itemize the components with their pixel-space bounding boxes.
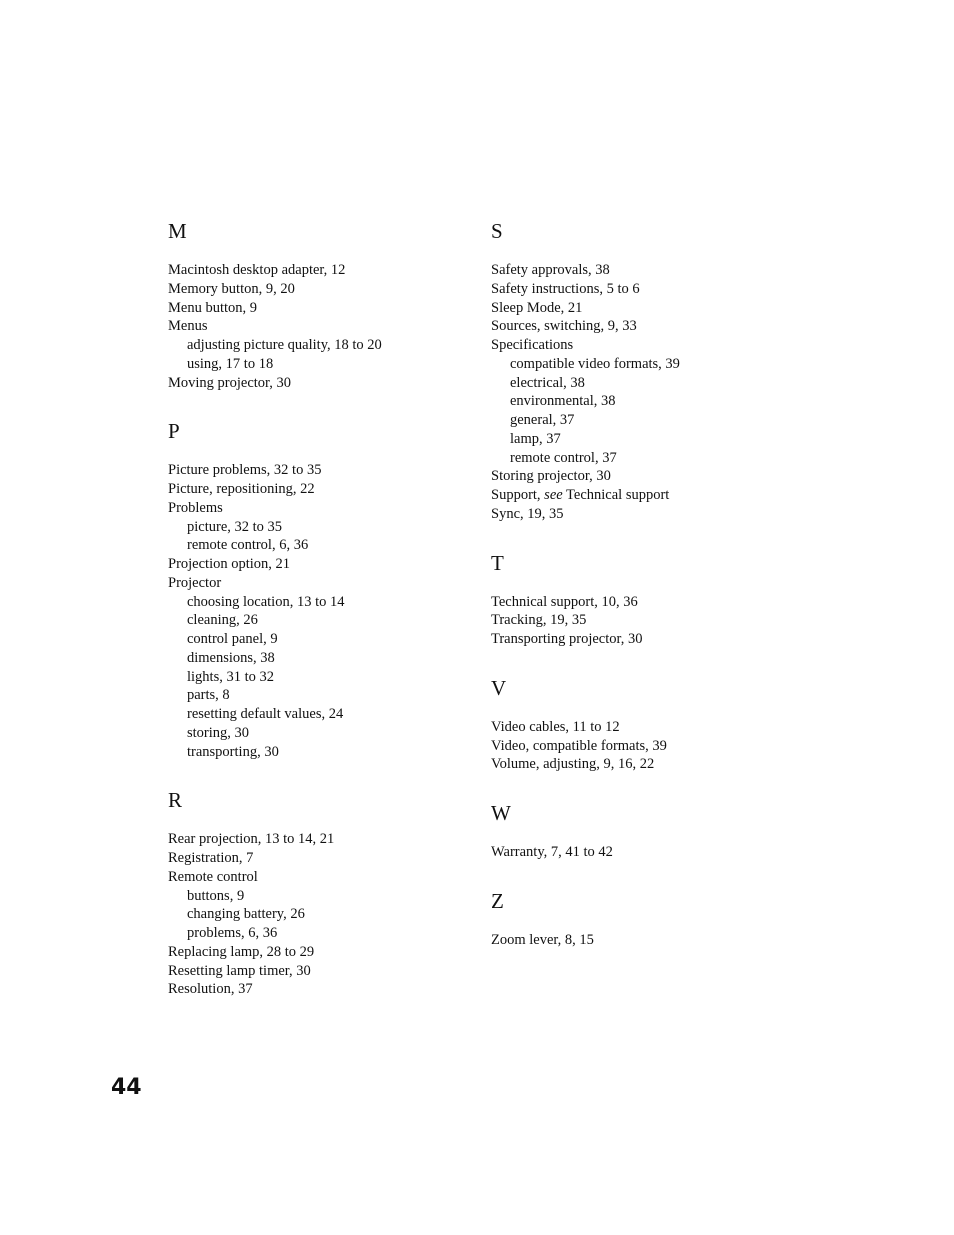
index-section-m bbox=[168, 218, 468, 392]
index-subentry: control panel, 9 bbox=[187, 631, 278, 647]
section-letter: Z bbox=[491, 888, 504, 913]
index-subentry: environmental, 38 bbox=[510, 393, 616, 410]
index-subentry: adjusting picture quality, 18 to 20 bbox=[187, 337, 382, 353]
index-subentry: using, 17 to 18 bbox=[187, 355, 274, 372]
index-entry: Transporting projector, 30 bbox=[491, 631, 643, 647]
index-subentry: picture, 32 to 35 bbox=[187, 518, 283, 535]
index-entry: Video cables, 11 to 12 bbox=[491, 718, 620, 735]
index-entry: Picture, repositioning, 22 bbox=[168, 481, 315, 497]
index-subentry: compatible video formats, 39 bbox=[510, 355, 680, 372]
index-section-s bbox=[491, 218, 791, 524]
index-subentry: choosing location, 13 to 14 bbox=[187, 593, 345, 610]
index-entry: Specifications bbox=[491, 337, 574, 353]
index-entry: Volume, adjusting, 9, 16, 22 bbox=[491, 756, 655, 773]
section-letter: V bbox=[491, 675, 507, 700]
index-column-left bbox=[168, 218, 468, 1025]
index-entry: Projector bbox=[168, 574, 222, 591]
page-number: 44 bbox=[111, 1075, 142, 1100]
index-entry: Safety approvals, 38 bbox=[491, 262, 610, 278]
index-entry: Rear projection, 13 to 14, 21 bbox=[168, 831, 335, 848]
index-entry: Replacing lamp, 28 to 29 bbox=[168, 943, 315, 960]
index-entry: Resetting lamp timer, 30 bbox=[168, 962, 311, 979]
section-letter: T bbox=[491, 550, 504, 575]
index-entry: Video, compatible formats, 39 bbox=[491, 737, 667, 754]
index-section-v bbox=[491, 675, 791, 774]
section-letter: R bbox=[168, 788, 183, 813]
index-entry: Tracking, 19, 35 bbox=[491, 612, 587, 629]
index-section-w bbox=[491, 800, 791, 862]
index-entry: Safety instructions, 5 to 6 bbox=[491, 280, 640, 297]
index-column-right bbox=[491, 218, 791, 976]
index-subentry: buttons, 9 bbox=[187, 887, 245, 904]
index-entry: Sources, switching, 9, 33 bbox=[491, 318, 637, 335]
index-subentry: changing battery, 26 bbox=[187, 906, 305, 923]
index-section-r bbox=[168, 787, 468, 999]
index-entry: Sync, 19, 35 bbox=[491, 505, 564, 522]
index-subentry: lamp, 37 bbox=[510, 430, 561, 447]
section-letter: M bbox=[168, 219, 187, 243]
index-section-p bbox=[168, 418, 468, 761]
index-entry: Memory button, 9, 20 bbox=[168, 280, 295, 297]
index-subentry: transporting, 30 bbox=[187, 743, 279, 760]
index-entry: Problems bbox=[168, 499, 223, 516]
index-entry: Moving projector, 30 bbox=[168, 374, 292, 391]
index-subentry: remote control, 37 bbox=[510, 449, 617, 466]
index-entry: Menus bbox=[168, 318, 208, 335]
index-subentry: lights, 31 to 32 bbox=[187, 668, 275, 685]
index-subentry: parts, 8 bbox=[187, 687, 230, 704]
index-entry: Technical support, 10, 36 bbox=[491, 593, 638, 610]
index-entry: Registration, 7 bbox=[168, 850, 254, 866]
index-subentry: general, 37 bbox=[510, 412, 575, 428]
index-entry bbox=[491, 486, 791, 505]
index-section-z bbox=[491, 888, 791, 950]
index-subentry: storing, 30 bbox=[187, 724, 250, 741]
index-section-t bbox=[491, 550, 791, 649]
index-subentry: cleaning, 26 bbox=[187, 612, 258, 629]
index-entry: Macintosh desktop adapter, 12 bbox=[168, 262, 346, 278]
index-entry: Sleep Mode, 21 bbox=[491, 299, 583, 316]
cross-reference-see: see bbox=[544, 487, 563, 503]
index-entry: Zoom lever, 8, 15 bbox=[491, 931, 594, 948]
index-subentry: dimensions, 38 bbox=[187, 649, 275, 666]
entry-text: Support, bbox=[491, 487, 545, 503]
index-entry: Warranty, 7, 41 to 42 bbox=[491, 844, 613, 860]
index-entry: Projection option, 21 bbox=[168, 556, 291, 572]
index-subentry: resetting default values, 24 bbox=[187, 706, 344, 722]
section-letter: S bbox=[491, 219, 503, 243]
index-subentry: problems, 6, 36 bbox=[187, 925, 278, 941]
index-subentry: remote control, 6, 36 bbox=[187, 537, 309, 554]
section-letter: P bbox=[168, 419, 180, 444]
index-entry: Menu button, 9 bbox=[168, 299, 258, 316]
cross-reference-target: Technical support bbox=[562, 487, 670, 503]
index-entry: Resolution, 37 bbox=[168, 981, 253, 998]
index-entry: Storing projector, 30 bbox=[491, 468, 611, 485]
index-subentry: electrical, 38 bbox=[510, 374, 585, 391]
section-letter: W bbox=[491, 801, 511, 825]
index-entry: Remote control bbox=[168, 868, 258, 885]
index-entry: Picture problems, 32 to 35 bbox=[168, 462, 322, 479]
